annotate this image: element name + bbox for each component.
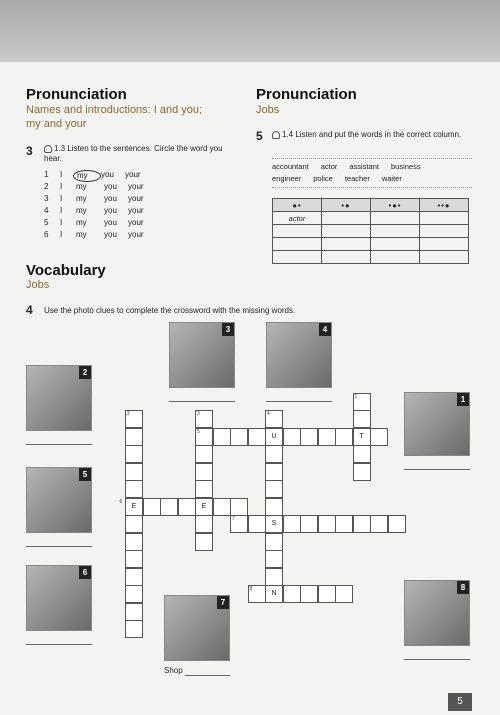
- pronunciation-word[interactable]: you: [104, 194, 117, 203]
- pronunciation-word[interactable]: 1: [44, 170, 49, 179]
- crossword-cell[interactable]: [125, 533, 143, 551]
- task-3-number: 3: [26, 144, 33, 158]
- crossword-cell[interactable]: [125, 463, 143, 481]
- task-4-instructions: Use the photo clues to complete the crossword with the missing words.: [44, 306, 296, 315]
- pronunciation-word[interactable]: 3: [44, 194, 49, 203]
- crossword-cell[interactable]: [178, 498, 196, 516]
- word-box: [272, 158, 472, 188]
- stress-cell[interactable]: [322, 251, 371, 264]
- pronunciation-word[interactable]: I: [60, 206, 63, 215]
- pronunciation-word[interactable]: you: [104, 206, 117, 215]
- crossword-cell[interactable]: [318, 428, 336, 446]
- task-4-number: 4: [26, 303, 33, 317]
- word-actor: actor: [320, 162, 338, 171]
- pronunciation-word[interactable]: you: [104, 230, 117, 239]
- crossword-cell[interactable]: [195, 445, 213, 463]
- clue-badge: 1: [457, 393, 469, 406]
- pronunciation-word[interactable]: my: [76, 194, 87, 203]
- pronunciation-word[interactable]: you: [101, 170, 114, 179]
- crossword-cell[interactable]: [125, 550, 143, 568]
- vocabulary-title: Vocabulary: [26, 262, 106, 279]
- crossword-cell[interactable]: [335, 585, 353, 603]
- stress-header: ●•: [273, 199, 322, 212]
- stress-cell[interactable]: [322, 225, 371, 238]
- crossword-cell[interactable]: [230, 498, 248, 516]
- crossword-cell[interactable]: [388, 515, 406, 533]
- crossword-cell[interactable]: [335, 515, 353, 533]
- pronunciation-word[interactable]: 6: [44, 230, 49, 239]
- answer-line[interactable]: [26, 444, 92, 445]
- photo-shop-assistant: [164, 595, 230, 661]
- answer-line[interactable]: [266, 401, 332, 402]
- pronunciation-word[interactable]: my: [76, 206, 87, 215]
- pronunciation-word[interactable]: your: [125, 170, 141, 179]
- crossword-cell[interactable]: [265, 568, 283, 586]
- crossword-cell[interactable]: [353, 463, 371, 481]
- crossword-cell[interactable]: N: [265, 585, 283, 603]
- crossword-cell[interactable]: [283, 515, 301, 533]
- crossword-cell[interactable]: [125, 428, 143, 446]
- crossword-cell[interactable]: [248, 428, 266, 446]
- crossword-cell[interactable]: [300, 515, 318, 533]
- pronunciation-word[interactable]: 5: [44, 218, 49, 227]
- crossword-cell[interactable]: [300, 428, 318, 446]
- answer-line[interactable]: [185, 675, 230, 676]
- pronunciation-jobs-title: Pronunciation: [256, 86, 357, 103]
- word-assistant: assistant: [349, 162, 379, 171]
- clue-number: 1: [354, 393, 358, 400]
- pronunciation-row: [44, 206, 154, 218]
- clue-badge: 8: [457, 581, 469, 594]
- crossword-cell[interactable]: [230, 428, 248, 446]
- stress-cell[interactable]: [420, 238, 469, 251]
- crossword-cell[interactable]: [160, 498, 178, 516]
- photo-police-officer: [26, 365, 92, 431]
- crossword-cell[interactable]: [248, 515, 266, 533]
- stress-cell[interactable]: [273, 225, 322, 238]
- crossword-cell[interactable]: [143, 498, 161, 516]
- crossword-cell[interactable]: [125, 603, 143, 621]
- crossword-cell[interactable]: [318, 515, 336, 533]
- crossword-cell[interactable]: U: [265, 428, 283, 446]
- stress-cell[interactable]: [371, 251, 420, 264]
- answer-line[interactable]: [26, 644, 92, 645]
- pronunciation-word[interactable]: you: [104, 218, 117, 227]
- crossword-cell[interactable]: [195, 480, 213, 498]
- stress-cell[interactable]: [420, 225, 469, 238]
- clue-number: 3: [197, 411, 200, 417]
- crossword-cell[interactable]: [335, 428, 353, 446]
- crossword-cell[interactable]: [125, 445, 143, 463]
- task-5-text: 1.4 Listen and put the words in the correct column.: [282, 130, 462, 139]
- stress-cell[interactable]: [420, 251, 469, 264]
- photo-accountant: [26, 467, 92, 533]
- pronunciation-subtitle-line1: Names and introductions: I and you;: [26, 104, 203, 116]
- crossword-cell[interactable]: [195, 515, 213, 533]
- stress-cell[interactable]: [371, 238, 420, 251]
- stress-cell[interactable]: [371, 212, 420, 225]
- clue-number: 5: [197, 428, 200, 435]
- clue-badge: 3: [222, 323, 234, 336]
- stress-cell: actor: [273, 212, 322, 225]
- clue-number: 7: [232, 516, 235, 522]
- crossword-cell[interactable]: [370, 428, 388, 446]
- crossword-cell[interactable]: S: [265, 515, 283, 533]
- pronunciation-word[interactable]: I: [60, 230, 63, 239]
- pronunciation-subtitle-line2: my and your: [26, 118, 87, 130]
- clue-number: 6: [119, 498, 123, 505]
- task-5-instructions: [272, 130, 462, 140]
- crossword-cell[interactable]: [370, 515, 388, 533]
- pronunciation-word[interactable]: your: [128, 194, 144, 203]
- crossword-cell[interactable]: [213, 498, 231, 516]
- answer-line[interactable]: [404, 659, 470, 660]
- pronunciation-word[interactable]: you: [104, 182, 117, 191]
- crossword-cell[interactable]: [125, 480, 143, 498]
- stress-cell[interactable]: [371, 225, 420, 238]
- pronunciation-row: [44, 218, 154, 230]
- word-waiter: waiter: [381, 174, 402, 183]
- pronunciation-word[interactable]: I: [60, 182, 63, 191]
- pronunciation-word[interactable]: your: [128, 230, 144, 239]
- crossword-cell[interactable]: [125, 620, 143, 638]
- photo-teacher: [404, 392, 470, 456]
- answer-line[interactable]: [169, 401, 235, 402]
- pronunciation-word[interactable]: my: [76, 218, 87, 227]
- stress-header: ••●: [420, 199, 469, 212]
- pronunciation-word[interactable]: my: [76, 182, 87, 191]
- task-3-instructions: [44, 144, 224, 164]
- stress-cell[interactable]: [420, 212, 469, 225]
- stress-header: •●•: [371, 199, 420, 212]
- word-business: business: [391, 162, 421, 171]
- crossword-cell[interactable]: [265, 480, 283, 498]
- pronunciation-word[interactable]: my: [76, 230, 87, 239]
- pronunciation-word[interactable]: my: [73, 170, 101, 182]
- stress-table: [272, 198, 469, 264]
- photo-business-person: [266, 322, 332, 388]
- crossword-cell[interactable]: [195, 463, 213, 481]
- photo-student: [26, 565, 92, 631]
- clue-number: 8: [249, 586, 253, 592]
- stress-cell[interactable]: [273, 251, 322, 264]
- crossword-cell[interactable]: [318, 585, 336, 603]
- crossword-cell[interactable]: [283, 428, 301, 446]
- photo-engineer: [404, 580, 470, 646]
- clue-number: 4: [267, 411, 270, 417]
- crossword-cell[interactable]: [125, 515, 143, 533]
- stress-header: •●: [322, 199, 371, 212]
- word-engineer: engineer: [272, 174, 302, 183]
- crossword-cell[interactable]: [125, 585, 143, 603]
- stress-cell[interactable]: [322, 212, 371, 225]
- pronunciation-row: [44, 182, 154, 194]
- word-teacher: teacher: [344, 174, 370, 183]
- pronunciation-word[interactable]: 4: [44, 206, 49, 215]
- crossword-cell[interactable]: T: [353, 428, 371, 446]
- answer-line[interactable]: [404, 469, 470, 470]
- crossword-cell[interactable]: [353, 515, 371, 533]
- crossword-cell[interactable]: [125, 568, 143, 586]
- word-accountant: accountant: [272, 162, 309, 171]
- answer-line[interactable]: [26, 546, 92, 547]
- crossword-cell[interactable]: [265, 463, 283, 481]
- clue-number: 2: [127, 411, 130, 417]
- photo-waitress: [169, 322, 235, 388]
- stress-cell[interactable]: [273, 238, 322, 251]
- clue-badge: 5: [79, 468, 91, 481]
- crossword-cell[interactable]: [353, 445, 371, 463]
- crossword-cell[interactable]: [265, 550, 283, 568]
- clue-badge: 4: [319, 323, 331, 336]
- audio-icon: [272, 131, 280, 139]
- clue-badge: 2: [79, 366, 91, 379]
- shop-label: Shop: [164, 666, 183, 675]
- pronunciation-word[interactable]: your: [128, 182, 144, 191]
- pronunciation-row: [44, 194, 154, 206]
- crossword-cell[interactable]: E: [125, 498, 143, 516]
- pronunciation-word[interactable]: I: [60, 194, 63, 203]
- pronunciation-word[interactable]: your: [128, 206, 144, 215]
- clue-badge: 6: [79, 566, 91, 579]
- pronunciation-word[interactable]: your: [128, 218, 144, 227]
- pronunciation-row: [44, 170, 154, 182]
- crossword-cell[interactable]: [300, 585, 318, 603]
- crossword-cell[interactable]: [283, 585, 301, 603]
- crossword-cell[interactable]: [265, 498, 283, 516]
- header-bar: [0, 0, 500, 62]
- vocabulary-subtitle: Jobs: [26, 279, 50, 291]
- crossword-cell[interactable]: [195, 533, 213, 551]
- task-5-number: 5: [256, 129, 263, 143]
- crossword-cell[interactable]: [353, 410, 371, 428]
- pronunciation-word[interactable]: 2: [44, 182, 49, 191]
- page-number: 5: [448, 693, 472, 711]
- pronunciation-jobs-subtitle: Jobs: [256, 104, 280, 116]
- crossword-cell[interactable]: [213, 428, 231, 446]
- pronunciation-word[interactable]: I: [60, 218, 63, 227]
- pronunciation-word[interactable]: I: [60, 170, 63, 179]
- pronunciation-row: [44, 230, 154, 242]
- stress-cell[interactable]: [322, 238, 371, 251]
- crossword-cell[interactable]: [265, 533, 283, 551]
- crossword-cell[interactable]: [265, 445, 283, 463]
- task-3-text: 1.3 Listen to the sentences. Circle the word you hear.: [44, 144, 223, 163]
- pronunciation-title: Pronunciation: [26, 86, 127, 103]
- clue-badge: 7: [217, 596, 229, 609]
- audio-icon: [44, 145, 52, 153]
- crossword-cell[interactable]: E: [195, 498, 213, 516]
- word-police: police: [313, 174, 333, 183]
